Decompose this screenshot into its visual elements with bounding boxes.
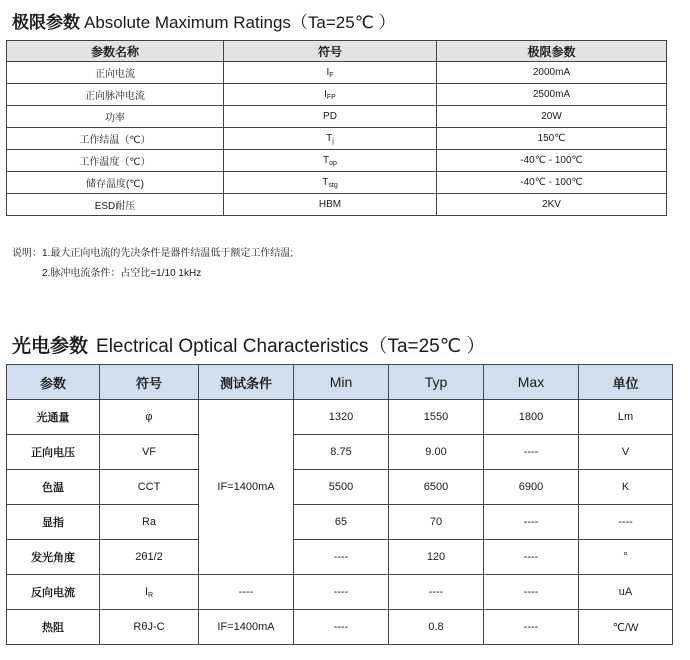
param-name: 正向脉冲电流 xyxy=(7,84,224,106)
param-symbol: φ xyxy=(100,400,199,435)
typ-value: 9.00 xyxy=(389,435,484,470)
param-value: -40℃ - 100℃ xyxy=(437,172,667,194)
param-value: 2500mA xyxy=(437,84,667,106)
electrical-optical-table xyxy=(6,364,673,645)
param-name: 色温 xyxy=(7,470,100,505)
header-cell: Max xyxy=(484,365,579,400)
absolute-max-ratings-table xyxy=(6,40,667,216)
max-value: 6900 xyxy=(484,470,579,505)
typ-value: 0.8 xyxy=(389,610,484,645)
min-value: ---- xyxy=(294,610,389,645)
max-value: ---- xyxy=(484,575,579,610)
param-name: 反向电流 xyxy=(7,575,100,610)
unit-value: ---- xyxy=(579,505,673,540)
test-condition: IF=1400mA xyxy=(199,610,294,645)
param-name: 工作结温（℃） xyxy=(7,128,224,150)
param-value: 150℃ xyxy=(437,128,667,150)
max-value: ---- xyxy=(484,610,579,645)
param-symbol: $T_j$ xyxy=(224,128,437,150)
param-value: -40℃ - 100℃ xyxy=(437,150,667,172)
table-row xyxy=(7,610,673,645)
param-value: 2000mA xyxy=(437,62,667,84)
section1-title-en: Absolute Maximum Ratings xyxy=(84,13,291,32)
table-row xyxy=(7,575,673,610)
table-row xyxy=(7,128,667,150)
param-name: 功率 xyxy=(7,106,224,128)
table-row xyxy=(7,172,667,194)
header-cell: 极限参数 xyxy=(437,41,667,62)
typ-value: 120 xyxy=(389,540,484,575)
table-header-row xyxy=(7,365,673,400)
param-name: 工作温度（℃） xyxy=(7,150,224,172)
param-symbol: $I_{FP}$ xyxy=(224,84,437,106)
section1-title-cond: （Ta=25℃ ） xyxy=(290,13,396,32)
min-value: 1320 xyxy=(294,400,389,435)
max-value: ---- xyxy=(484,435,579,470)
param-symbol: PD xyxy=(224,106,437,128)
table-row xyxy=(7,505,673,540)
max-value: 1800 xyxy=(484,400,579,435)
param-name: 热阻 xyxy=(7,610,100,645)
param-value: 2KV xyxy=(437,194,667,216)
max-value: ---- xyxy=(484,505,579,540)
table-row xyxy=(7,540,673,575)
table-row xyxy=(7,62,667,84)
header-cell: 单位 xyxy=(579,365,673,400)
table-row xyxy=(7,150,667,172)
param-name: 显指 xyxy=(7,505,100,540)
header-cell: 符号 xyxy=(224,41,437,62)
min-value: ---- xyxy=(294,540,389,575)
table-row xyxy=(7,470,673,505)
min-value: ---- xyxy=(294,575,389,610)
section2-title-en: Electrical Optical Characteristics xyxy=(96,336,369,357)
table-row xyxy=(7,194,667,216)
param-symbol: 2θ1/2 xyxy=(100,540,199,575)
table-row xyxy=(7,84,667,106)
header-cell: Typ xyxy=(389,365,484,400)
section1-title xyxy=(12,8,396,33)
header-cell: 参数名称 xyxy=(7,41,224,62)
table-header-row xyxy=(7,41,667,62)
param-name: 储存温度(℃) xyxy=(7,172,224,194)
header-cell: 参数 xyxy=(7,365,100,400)
section2-title-zh: 光电参数 xyxy=(12,336,89,357)
test-condition: IF=1400mA xyxy=(199,400,294,575)
param-symbol: Ra xyxy=(100,505,199,540)
max-value: ---- xyxy=(484,540,579,575)
param-symbol: CCT xyxy=(100,470,199,505)
table-row xyxy=(7,106,667,128)
param-name: 正向电流 xyxy=(7,62,224,84)
section2-title-cond: （Ta=25℃ ） xyxy=(368,336,486,357)
typ-value: ---- xyxy=(389,575,484,610)
param-symbol: $T_{op}$ xyxy=(224,150,437,172)
section2-title xyxy=(12,331,485,358)
typ-value: 1550 xyxy=(389,400,484,435)
unit-value: ° xyxy=(579,540,673,575)
min-value: 8.75 xyxy=(294,435,389,470)
note-line-2: 2.脉冲电流条件：占空比=1/10 1kHz xyxy=(42,268,202,279)
param-symbol: $T_{stg}$ xyxy=(224,172,437,194)
unit-value: K xyxy=(579,470,673,505)
unit-value: Lm xyxy=(579,400,673,435)
param-name: 正向电压 xyxy=(7,435,100,470)
test-condition: ---- xyxy=(199,575,294,610)
table-row xyxy=(7,400,673,435)
unit-value: ℃/W xyxy=(579,610,673,645)
param-symbol: VF xyxy=(100,435,199,470)
param-value: 20W xyxy=(437,106,667,128)
note-line-1: 说明：1.最大正向电流的先决条件是器件结温低于额定工作结温; xyxy=(12,248,294,259)
param-symbol: $I_R$ xyxy=(100,575,199,610)
param-name: ESD耐压 xyxy=(7,194,224,216)
typ-value: 70 xyxy=(389,505,484,540)
typ-value: 6500 xyxy=(389,470,484,505)
min-value: 65 xyxy=(294,505,389,540)
unit-value: uA xyxy=(579,575,673,610)
header-cell: 测试条件 xyxy=(199,365,294,400)
param-name: 发光角度 xyxy=(7,540,100,575)
section1-title-zh: 极限参数 xyxy=(12,13,80,32)
param-name: 光通量 xyxy=(7,400,100,435)
min-value: 5500 xyxy=(294,470,389,505)
header-cell: 符号 xyxy=(100,365,199,400)
header-cell: Min xyxy=(294,365,389,400)
param-symbol: RθJ-C xyxy=(100,610,199,645)
param-symbol: HBM xyxy=(224,194,437,216)
param-symbol: $I_F$ xyxy=(224,62,437,84)
unit-value: V xyxy=(579,435,673,470)
table-row xyxy=(7,435,673,470)
